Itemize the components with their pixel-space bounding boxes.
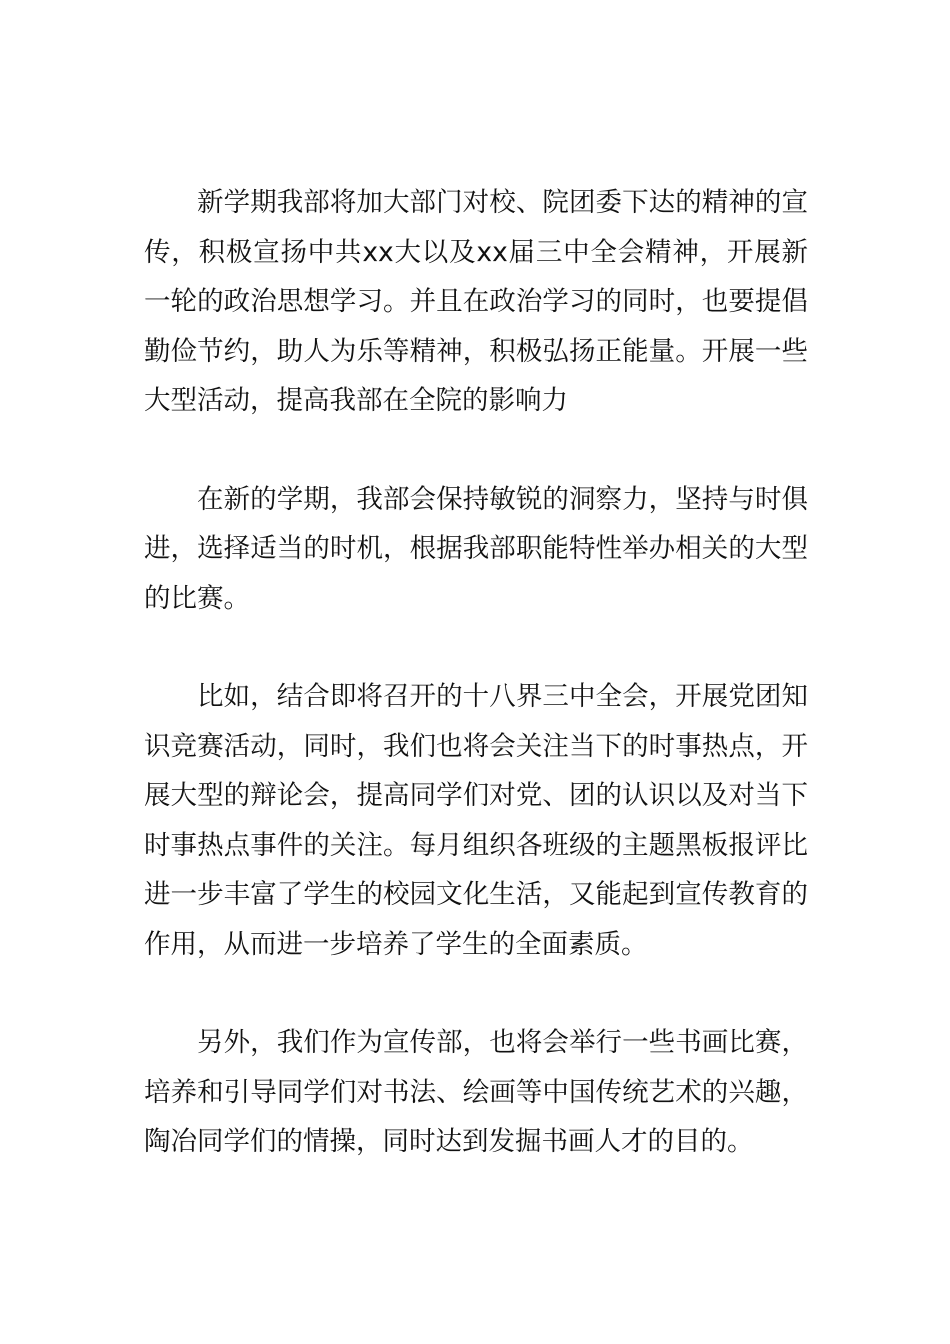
paragraph-calligraphy-painting: 另外，我们作为宣传部，也将会举行一些书画比赛，培养和引导同学们对书法、绘画等中国传统艺术的兴趣，陶冶同学们的情操，同时达到发掘书画人才的目的。: [144, 1027, 808, 1157]
paragraph-knowledge-contest: 比如，结合即将召开的十八界三中全会，开展党团知识竞赛活动，同时，我们也将会关注当下的时事热点，开展大型的辩论会，提高同学们对党、团的认识以及对当下时事热点事件的关注。每月组织各班级的主题黑板报评比进一步丰富了学生的校园文化生活，又能起到宣传教育的作用，从而进一步培养了学生的全面素质。: [144, 681, 808, 960]
paragraph-propaganda-plan: 新学期我部将加大部门对校、院团委下达的精神的宣传，积极宣扬中共xx大以及xx届三中全会精神，开展新一轮的政治思想学习。并且在政治学习的同时，也要提倡勤俭节约，助人为乐等精神，积极弘扬正能量。开展一些大型活动，提高我部在全院的影响力: [144, 187, 808, 416]
paragraph-competitions: 在新的学期，我部会保持敏锐的洞察力，坚持与时俱进，选择适当的时机，根据我部职能特性举办相关的大型的比赛。: [144, 483, 808, 614]
document-body: [144, 178, 808, 1216]
